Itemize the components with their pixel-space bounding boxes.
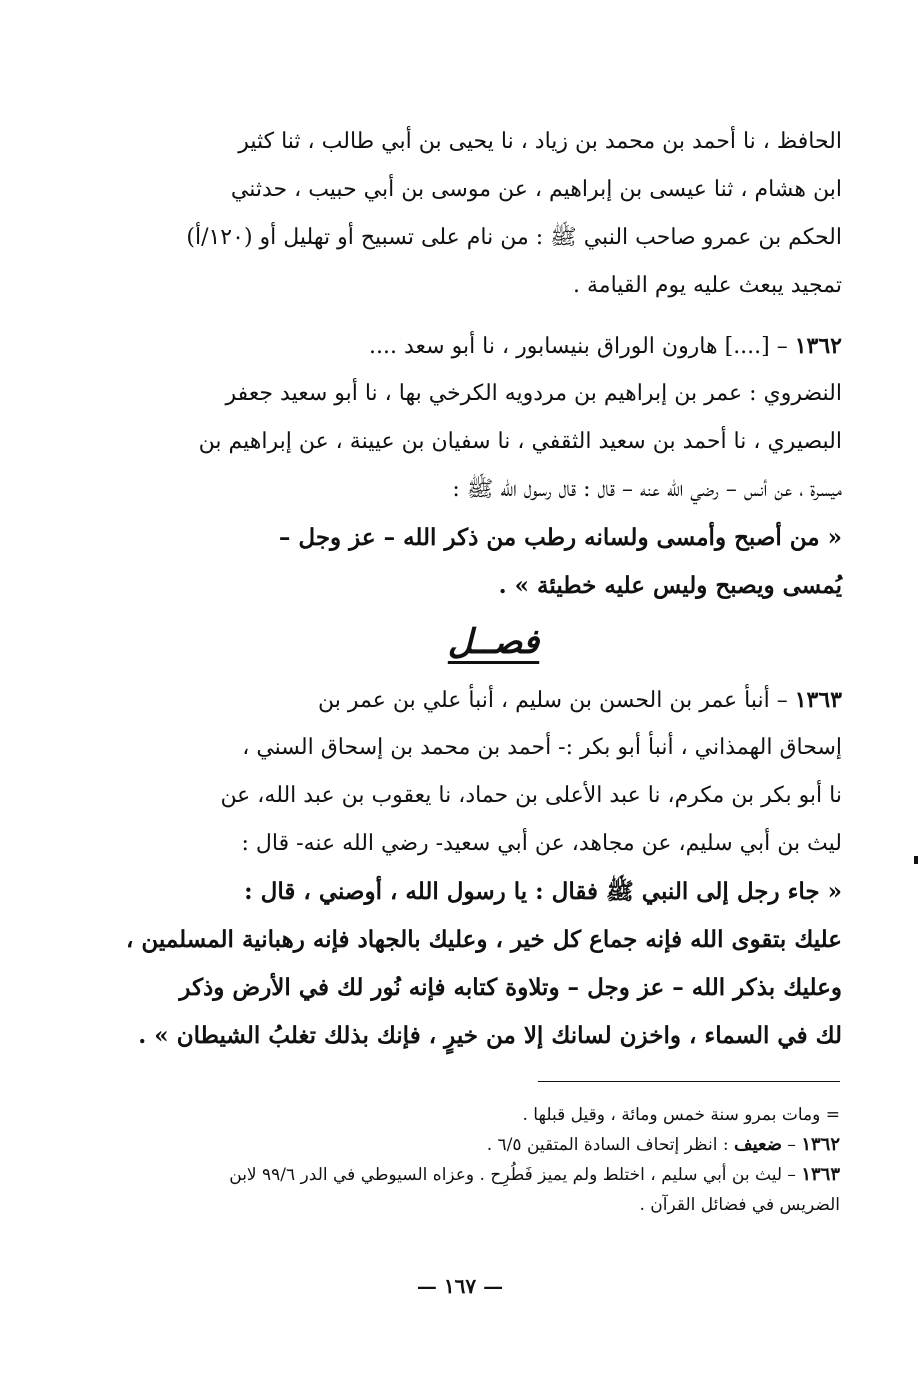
text-line: نا أبو بكر بن مكرم، نا عبد الأعلى بن حماد، نا يعقوب بن عبد الله، عن — [220, 783, 842, 808]
hadith-1363-first-line — [145, 676, 842, 724]
quote-line: عليك بتقوى الله فإنه جماع كل خير ، وعليك بالجهاد فإنه رهبانية المسلمين ، — [125, 926, 842, 953]
quote-line: لك في السماء ، واخزن لسانك إلا من خيرٍ ، فإنك بذلك تغلبُ الشيطان » . — [138, 1022, 842, 1049]
hadith-number: ١٣٦٣ — [794, 687, 842, 713]
text-line: الحافظ ، نا أحمد بن محمد بن زياد ، نا يحيى بن أبي طالب ، ثنا كثير — [238, 129, 842, 154]
text-line: البصيري ، نا أحمد بن سعيد الثقفي ، نا سفيان بن عيينة ، عن إبراهيم بن — [198, 429, 842, 454]
main-text — [125, 118, 842, 1060]
hadith-text: – [....] هارون الوراق بنيسابور ، نا أبو سعد .... — [369, 334, 795, 359]
hadith-text: – أنبأ عمر بن الحسن بن سليم ، أنبأ علي بن عمر بن — [317, 688, 795, 713]
footnote-text: : انظر إتحاف السادة المتقين ٦/٥ . — [486, 1135, 734, 1155]
quote-line: « من أصبح وأمسى ولسانه رطب من ذكر الله – عز وجل – — [278, 524, 842, 551]
text-line: تمجيد يبعث عليه يوم القيامة . — [573, 273, 842, 298]
quote-line: « جاء رجل إلى النبي ﷺ فقال : يا رسول الله ، أوصني ، قال : — [244, 878, 842, 905]
footnotes — [88, 1100, 840, 1220]
footnote-number: ١٣٦٢ — [801, 1134, 840, 1155]
text-line: ميسرة ، عن أنس – رضي الله عنه – قال : قال رسول الله ﷺ : — [452, 477, 842, 502]
quote-line: وعليك بذكر الله – عز وجل – وتلاوة كتابه فإنه نُور لك في الأرض وذكر — [179, 974, 842, 1001]
grade-label: ضعيف — [733, 1134, 783, 1155]
text-line: ابن هشام ، ثنا عيسى بن إبراهيم ، عن موسى بن أبي حبيب ، حدثني — [230, 177, 842, 202]
text-line: النضروي : عمر بن إبراهيم بن مردويه الكرخي بها ، نا أبو سعيد جعفر — [225, 381, 842, 406]
footnote-1363 — [88, 1160, 840, 1190]
text-line: إسحاق الهمذاني ، أنبأ أبو بكر :- أحمد بن محمد بن إسحاق السني ، — [242, 735, 842, 760]
section-heading: فصــل — [447, 622, 540, 662]
footnote-dash: – — [782, 1135, 802, 1155]
footnote-1362 — [88, 1130, 840, 1160]
scan-mark — [914, 856, 918, 864]
text-line: ليث بن أبي سليم، عن مجاهد، عن أبي سعيد- رضي الله عنه- قال : — [241, 831, 842, 856]
hadith-number: ١٣٦٢ — [794, 333, 842, 359]
text-line: الحكم بن عمرو صاحب النبي ﷺ : من نام على تسبيح أو تهليل أو (١٢٠/أ) — [186, 225, 842, 250]
footnote-divider — [538, 1081, 840, 1082]
footnote-number: ١٣٦٣ — [801, 1164, 840, 1185]
hadith-1362-first-line — [145, 322, 842, 370]
footnote-continuation: = ومات بمرو سنة خمس ومائة ، وقيل قبلها . — [522, 1105, 840, 1125]
footnote-text: – ليث بن أبي سليم ، اختلط ولم يميز فَطُرِح . وعزاه السيوطي في الدر ٩٩/٦ لابن — [229, 1165, 802, 1185]
footnote-1363-continuation: الضريس في فضائل القرآن . — [639, 1195, 840, 1215]
page-number: — ١٦٧ — — [416, 1274, 504, 1298]
quote-line: يُمسى ويصبح وليس عليه خطيئة » . — [498, 572, 842, 599]
